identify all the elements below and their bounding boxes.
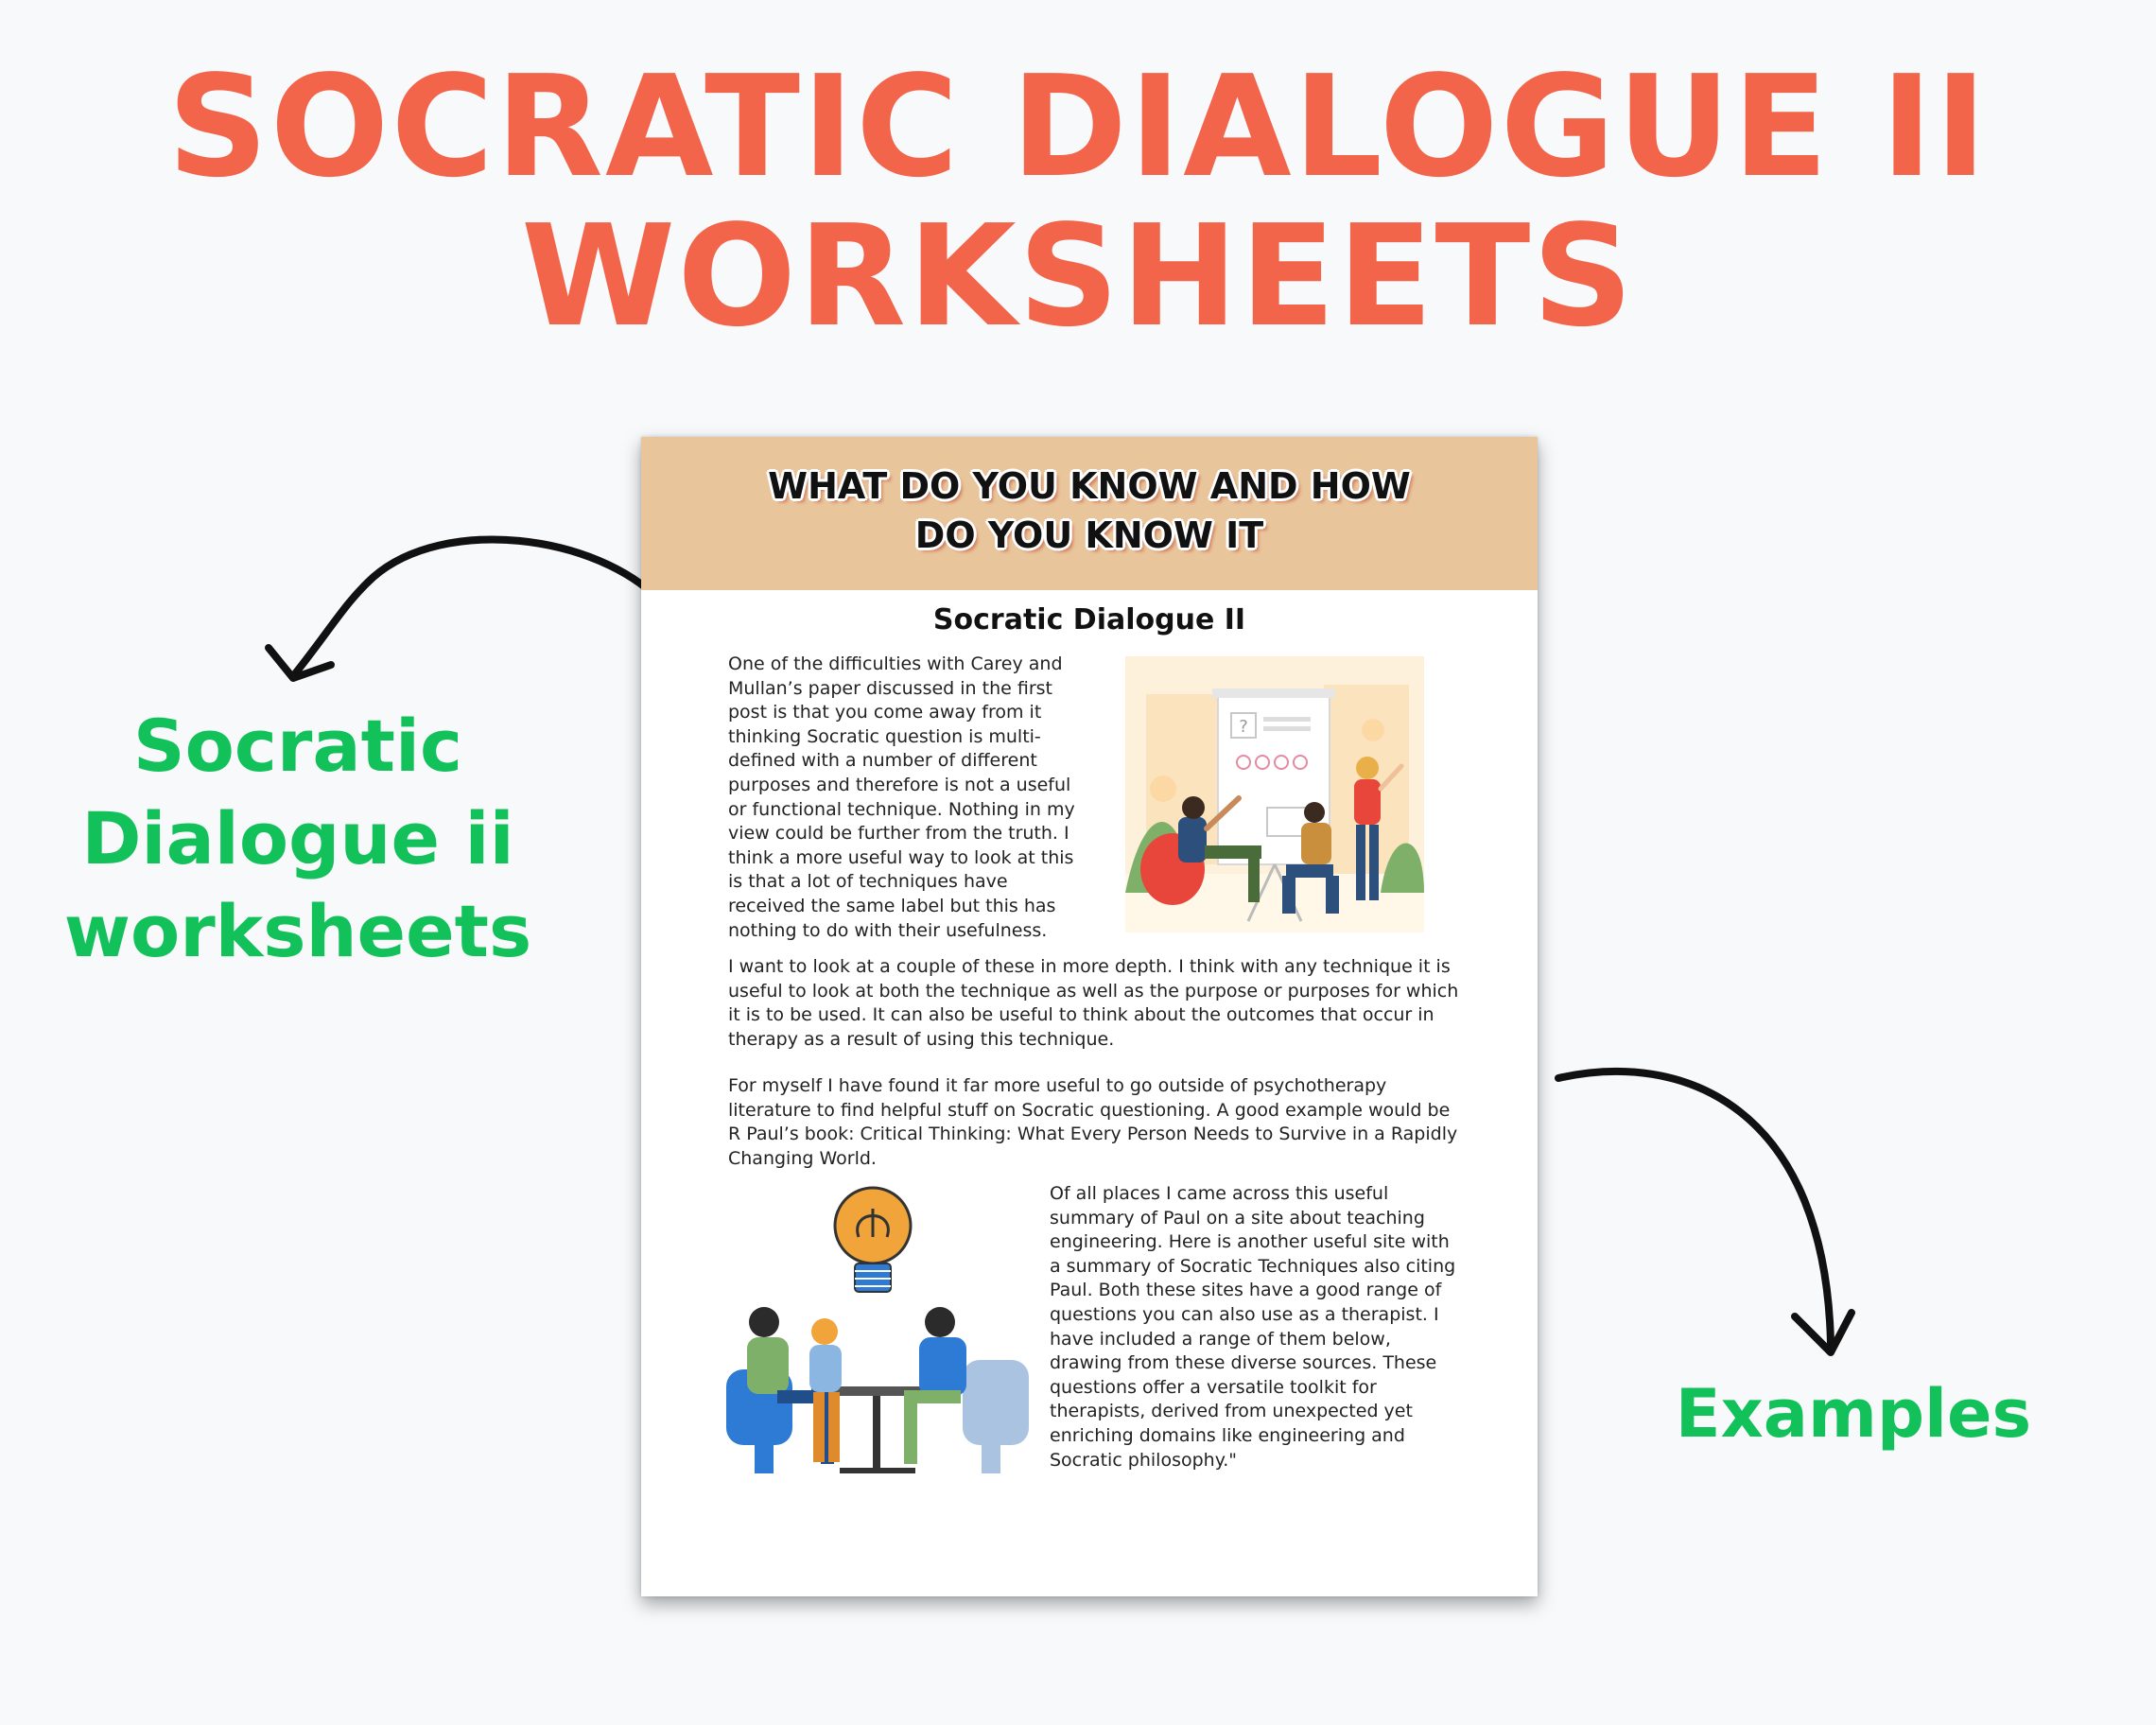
main-title-line1: SOCRATIC DIALOGUE II [167,45,1989,208]
paragraph-4: Of all places I came across this useful summary of Paul on a site about teaching engineering. Here is another useful site with a summary of Socratic Techniques also citing Paul. Both these sites have a good range of questions you can also use as a therapist. I have included a range of them below, drawing from these diverse sources. These questions offer a versatile toolkit for therapists, derived from unexpected yet enriching domains like engineering and Socratic philosophy." [1050,1183,1456,1471]
right-curved-arrow-icon [1551,1050,1872,1371]
lightbulb-meeting-illustration [726,1180,1029,1481]
worksheet-header-title [717,462,1462,560]
worksheet-header-band [641,437,1538,590]
paragraph-2: I want to look at a couple of these in more depth. I think with any technique it is useful to look at both the technique as well as the purpose or purposes for which it is to be used. It can also be useful to think about the outcomes that occur in therapy as a result of using this technique. [728,956,1459,1050]
main-title [0,45,2156,357]
header-title-line2: DO YOU KNOW IT [914,514,1264,556]
paragraph-3: For myself I have found it far more useful to go outside of psychotherapy literature to find helpful stuff on Socratic questioning. A good example would be R Paul’s book: Critical Thinking: What Every Person Needs to Survive in a Rapidly Changing World. [728,1075,1458,1169]
left-label-line1: Socratic [132,704,463,788]
left-label-line3: worksheets [63,889,532,973]
header-title-line1: WHAT DO YOU KNOW AND HOW [768,465,1411,507]
left-curved-arrow-icon [255,515,671,695]
worksheet-page [641,437,1538,1596]
svg-text:?: ? [1239,717,1248,737]
team-presentation-illustration [1125,656,1424,932]
paragraph-1: One of the difficulties with Carey and Mullan’s paper discussed in the first post is that you come away from it thinking Socratic question is multi-defined with a number of different purposes and therefore is not a useful or functional technique. Nothing in my view could be further from the truth. I think a more useful way to look at this is that a lot of techniques have received the same label but this has nothing to do with their usefulness. [728,653,1075,941]
left-label-line2: Dialogue ii [81,796,514,880]
right-callout-label: Examples [1675,1375,2032,1453]
main-title-line2: WORKSHEETS [521,195,1635,357]
worksheet-subtitle: Socratic Dialogue II [932,603,1246,636]
left-callout-label [57,700,539,978]
